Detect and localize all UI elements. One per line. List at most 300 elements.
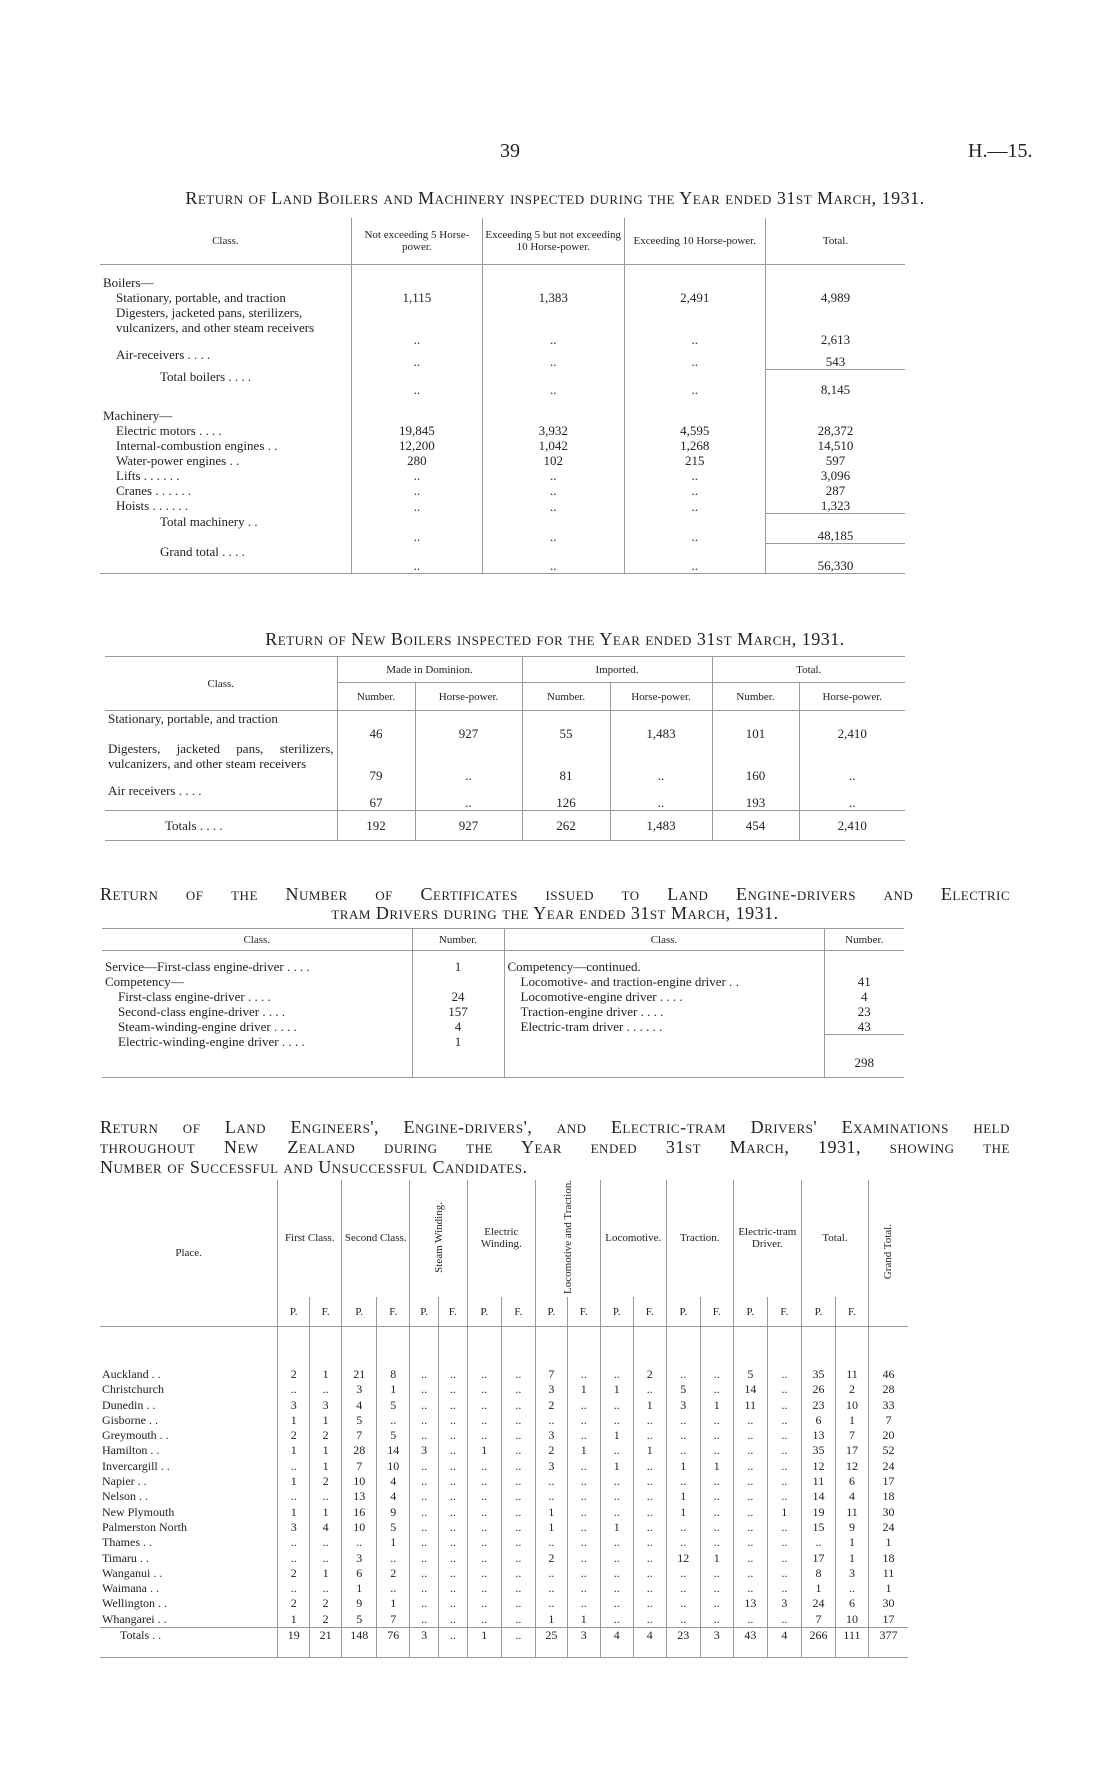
cell-value: .. xyxy=(767,1443,801,1458)
empty-cell xyxy=(824,959,904,974)
row-label: Air receivers . . . . xyxy=(108,782,202,798)
new-boilers-table xyxy=(105,656,905,841)
cell-value: .. xyxy=(467,1520,501,1535)
cell-total: 21 xyxy=(310,1628,342,1658)
cell-value: .. xyxy=(666,1413,700,1428)
cell-value: .. xyxy=(501,1612,535,1628)
cell-value: .. xyxy=(799,741,905,783)
cell-value: .. xyxy=(310,1535,342,1550)
cell-value: 5 xyxy=(377,1428,410,1443)
cell-value: 2 xyxy=(310,1474,342,1489)
row-label: Grand total . . . . xyxy=(160,543,245,559)
cell-value: .. xyxy=(801,1535,835,1550)
table-row xyxy=(102,1019,904,1035)
right-number: 43 xyxy=(824,1019,904,1035)
cell-value: 46 xyxy=(337,711,415,741)
cell-value: .. xyxy=(666,1474,700,1489)
cell-total: 25 xyxy=(535,1628,567,1658)
empty-cell xyxy=(501,1327,535,1367)
table-row xyxy=(100,1459,908,1474)
empty-cell xyxy=(767,1327,801,1367)
cell-value: .. xyxy=(410,1535,439,1550)
cell-value: 10 xyxy=(342,1520,377,1535)
cell-value: 1 xyxy=(666,1489,700,1504)
cell-value: .. xyxy=(767,1489,801,1504)
cell-value: .. xyxy=(600,1474,633,1489)
cell-value: 1,115 xyxy=(351,290,482,305)
cell-value: 6 xyxy=(835,1474,868,1489)
cell-value: .. xyxy=(700,1413,733,1428)
empty-cell xyxy=(504,951,824,959)
cell-value: .. xyxy=(600,1413,633,1428)
cell-value: .. xyxy=(600,1566,633,1581)
table-row xyxy=(100,1382,908,1397)
cell-value: .. xyxy=(415,783,522,811)
section-heading: Boilers— xyxy=(103,275,154,290)
empty-cell xyxy=(801,1327,835,1367)
col-5-to-10hp: Exceeding 5 but not exceeding 10 Horse-power. xyxy=(482,218,624,264)
subcol-number: Number. xyxy=(712,683,799,711)
empty-cell xyxy=(824,951,904,959)
left-number: 1 xyxy=(412,959,504,974)
cell-value: .. xyxy=(467,1367,501,1382)
group-steam-winding: Steam Winding. xyxy=(432,1201,445,1273)
cell-value: .. xyxy=(666,1612,700,1628)
cell-value: 12 xyxy=(801,1459,835,1474)
cell-value: 1 xyxy=(835,1535,868,1550)
cell-value: .. xyxy=(410,1459,439,1474)
empty-cell xyxy=(504,1049,824,1077)
cell-value: 17 xyxy=(868,1612,908,1628)
section-heading-row xyxy=(100,397,905,423)
cell-value: 17 xyxy=(868,1474,908,1489)
cell-value: .. xyxy=(666,1581,700,1596)
table-row xyxy=(102,959,904,974)
col-class: Class. xyxy=(243,933,271,946)
cell-value: 3 xyxy=(278,1398,310,1413)
cell-value: 19,845 xyxy=(351,423,482,438)
empty-cell xyxy=(733,1327,767,1367)
cell-value: 26 xyxy=(801,1382,835,1397)
cell-value: 1 xyxy=(600,1520,633,1535)
cell-value: .. xyxy=(799,783,905,811)
left-class: Steam-winding-engine driver . . . . xyxy=(118,1018,297,1034)
right-number: 23 xyxy=(824,1004,904,1019)
empty-cell xyxy=(351,264,482,290)
cell-value: 2 xyxy=(278,1596,310,1611)
subcol-failed: F. xyxy=(439,1297,468,1327)
cell-value: .. xyxy=(482,544,624,574)
table-row xyxy=(100,1428,908,1443)
cell-value: .. xyxy=(600,1489,633,1504)
cell-value: 14 xyxy=(377,1443,410,1458)
col-place: Place. xyxy=(175,1247,202,1260)
cell-value: .. xyxy=(567,1413,600,1428)
cell-value: 1 xyxy=(700,1551,733,1566)
cell-value: .. xyxy=(767,1382,801,1397)
cell-value: .. xyxy=(482,483,624,498)
cell-value: .. xyxy=(733,1489,767,1504)
cell-value: 3 xyxy=(278,1520,310,1535)
table-row xyxy=(105,783,905,811)
table3-title-line2: tram Drivers during the Year ended 31st March, 1931. xyxy=(331,903,779,923)
cell-value: 1 xyxy=(835,1551,868,1566)
cell-value: 21 xyxy=(342,1367,377,1382)
empty-cell xyxy=(666,1327,700,1367)
cell-value: .. xyxy=(351,514,482,544)
left-class: Service—First-class engine-driver . . . . xyxy=(105,958,310,974)
cell-value: .. xyxy=(700,1489,733,1504)
spacer-row xyxy=(102,951,904,959)
cell-value: .. xyxy=(351,369,482,397)
cell-value: .. xyxy=(624,468,766,483)
empty-cell xyxy=(102,951,412,959)
left-number: 1 xyxy=(412,1034,504,1049)
cell-value: 30 xyxy=(868,1505,908,1520)
cell-value: 2 xyxy=(535,1551,567,1566)
cell-total: 4 xyxy=(600,1628,633,1658)
cell-value: .. xyxy=(633,1566,666,1581)
cell-value: .. xyxy=(439,1566,468,1581)
empty-cell xyxy=(278,1327,310,1367)
cell-value: .. xyxy=(733,1612,767,1628)
table-row xyxy=(100,1551,908,1566)
cell-value: .. xyxy=(610,783,712,811)
table-row xyxy=(100,305,905,347)
table3-title-line1: Return of the Number of Certificates issued to Land Engine-drivers and Electric xyxy=(100,884,1010,904)
cell-value: .. xyxy=(351,468,482,483)
cell-value: .. xyxy=(501,1382,535,1397)
cell-value: .. xyxy=(410,1581,439,1596)
cell-value: .. xyxy=(624,544,766,574)
cell-value: .. xyxy=(633,1505,666,1520)
cell-value: .. xyxy=(439,1413,468,1428)
cell-value: 11 xyxy=(835,1505,868,1520)
place-name: Whangarei . . xyxy=(102,1611,167,1626)
table-row xyxy=(100,1413,908,1428)
cell-value: 1 xyxy=(666,1505,700,1520)
cell-value: .. xyxy=(666,1443,700,1458)
cell-value: .. xyxy=(700,1566,733,1581)
cell-value: .. xyxy=(700,1428,733,1443)
group-electric-winding: Electric Winding. xyxy=(467,1180,535,1297)
cell-value: .. xyxy=(700,1535,733,1550)
col-number: Number. xyxy=(824,929,904,951)
cell-value: .. xyxy=(666,1367,700,1382)
cell-value: .. xyxy=(700,1596,733,1611)
right-heading: Competency—continued. xyxy=(504,959,824,974)
cell-value: .. xyxy=(535,1581,567,1596)
row-label: Electric motors . . . . xyxy=(116,423,222,438)
cell-value: 1 xyxy=(278,1413,310,1428)
cell-value: .. xyxy=(535,1413,567,1428)
cell-value: .. xyxy=(666,1596,700,1611)
cell-value: 12 xyxy=(666,1551,700,1566)
cell-value: .. xyxy=(666,1520,700,1535)
place-name: Christchurch xyxy=(102,1382,164,1397)
cell-value: 1,383 xyxy=(482,290,624,305)
cell-value: 8 xyxy=(377,1367,410,1382)
cell-value: .. xyxy=(633,1596,666,1611)
cell-value: 35 xyxy=(801,1443,835,1458)
empty-cell xyxy=(824,1034,904,1049)
cell-value: .. xyxy=(410,1612,439,1628)
cell-value: .. xyxy=(600,1581,633,1596)
cell-total: 192 xyxy=(337,811,415,841)
cell-value: 1 xyxy=(310,1443,342,1458)
subcol-number: Number. xyxy=(522,683,610,711)
cell-value: .. xyxy=(467,1459,501,1474)
cell-value: 126 xyxy=(522,783,610,811)
cell-value: .. xyxy=(410,1551,439,1566)
cell-value: 1 xyxy=(835,1413,868,1428)
cell-value: 7 xyxy=(535,1367,567,1382)
cell-total: .. xyxy=(439,1628,468,1658)
table-row xyxy=(105,741,905,783)
cell-value: .. xyxy=(633,1382,666,1397)
cell-value: .. xyxy=(600,1612,633,1628)
cell-value: 1 xyxy=(633,1443,666,1458)
table4-title-line2: throughout New Zealand during the Year ended 31st March, 1931, showing the xyxy=(100,1137,1010,1157)
cell-value: .. xyxy=(633,1474,666,1489)
cell-value: .. xyxy=(310,1581,342,1596)
cell-value: .. xyxy=(467,1535,501,1550)
cell-value: .. xyxy=(410,1413,439,1428)
cell-value: 1 xyxy=(801,1581,835,1596)
row-label: Digesters, jacketed pans, sterilizers, vulcanizers, and other steam receivers xyxy=(116,305,315,335)
section-heading-row xyxy=(100,264,905,290)
cell-value: .. xyxy=(733,1474,767,1489)
cell-value: .. xyxy=(767,1459,801,1474)
cell-value: .. xyxy=(733,1505,767,1520)
cell-value: 3 xyxy=(535,1428,567,1443)
cell-value: 3 xyxy=(767,1596,801,1611)
cell-value: 14 xyxy=(733,1382,767,1397)
subcol-passed: P. xyxy=(733,1297,767,1327)
cell-value: .. xyxy=(410,1367,439,1382)
cell-value: 14 xyxy=(801,1489,835,1504)
empty-cell xyxy=(624,397,766,423)
cell-value: 11 xyxy=(868,1566,908,1581)
cell-value: .. xyxy=(535,1535,567,1550)
cell-value: .. xyxy=(278,1459,310,1474)
cell-value: 1 xyxy=(868,1581,908,1596)
cell-value: 1 xyxy=(310,1505,342,1520)
cell-value: 1 xyxy=(377,1535,410,1550)
cell-value: .. xyxy=(439,1459,468,1474)
cell-value: .. xyxy=(439,1551,468,1566)
cell-value: .. xyxy=(482,369,624,397)
table-row xyxy=(100,468,905,483)
cell-value: .. xyxy=(835,1581,868,1596)
cell-value: 2 xyxy=(535,1398,567,1413)
cell-total: 287 xyxy=(766,483,905,498)
cell-value: 3 xyxy=(535,1459,567,1474)
subcol-passed: P. xyxy=(410,1297,439,1327)
cell-value: .. xyxy=(767,1566,801,1581)
cell-value: 2 xyxy=(310,1612,342,1628)
totals-label: Totals . . xyxy=(120,1628,162,1643)
cell-value: 81 xyxy=(522,741,610,783)
cell-value: 2 xyxy=(535,1443,567,1458)
cell-value: 193 xyxy=(712,783,799,811)
cell-value: 46 xyxy=(868,1367,908,1382)
cell-value: 2 xyxy=(310,1428,342,1443)
place-name: Thames . . xyxy=(102,1535,152,1550)
cell-value: 17 xyxy=(835,1443,868,1458)
cell-value: 2 xyxy=(278,1367,310,1382)
cell-value: 7 xyxy=(868,1413,908,1428)
cell-value: .. xyxy=(310,1551,342,1566)
cell-value: 1 xyxy=(666,1459,700,1474)
cell-total: 2,613 xyxy=(766,305,905,347)
cell-value: 3 xyxy=(310,1398,342,1413)
table-row xyxy=(100,1596,908,1611)
cell-value: .. xyxy=(278,1551,310,1566)
left-class: Electric-winding-engine driver . . . . xyxy=(118,1034,305,1049)
group-imported: Imported. xyxy=(522,657,712,683)
empty-cell xyxy=(439,1327,468,1367)
table-row xyxy=(100,1520,908,1535)
row-label: Hoists . . . . . . xyxy=(116,498,189,513)
totals-row xyxy=(105,811,905,841)
cell-value: .. xyxy=(535,1489,567,1504)
cell-value: 2 xyxy=(278,1566,310,1581)
cell-total: 543 xyxy=(766,347,905,369)
place-name: Nelson . . xyxy=(102,1489,148,1504)
cell-value: 4 xyxy=(835,1489,868,1504)
empty-cell xyxy=(482,397,624,423)
cell-value: .. xyxy=(767,1612,801,1628)
cell-value: .. xyxy=(567,1428,600,1443)
cell-value: 1 xyxy=(535,1612,567,1628)
cell-value: .. xyxy=(733,1520,767,1535)
table2-title: Return of New Boilers inspected for the Year ended 31st March, 1931. xyxy=(265,629,845,649)
cell-value: .. xyxy=(377,1581,410,1596)
table-row xyxy=(100,423,905,438)
group-total: Total. xyxy=(712,657,905,683)
row-label: Stationary, portable, and traction xyxy=(108,711,278,726)
cell-total: 927 xyxy=(415,811,522,841)
right-class: Locomotive-engine driver . . . . xyxy=(504,989,824,1004)
cell-value: .. xyxy=(410,1382,439,1397)
cell-value: .. xyxy=(410,1596,439,1611)
cell-value: 7 xyxy=(342,1428,377,1443)
cell-total: 3 xyxy=(567,1628,600,1658)
cell-value: 9 xyxy=(835,1520,868,1535)
left-number: 24 xyxy=(412,989,504,1004)
examinations-table xyxy=(100,1180,908,1658)
cell-value: .. xyxy=(439,1398,468,1413)
subcol-passed: P. xyxy=(666,1297,700,1327)
cell-value: .. xyxy=(377,1551,410,1566)
cell-value: 280 xyxy=(351,453,482,468)
cell-value: .. xyxy=(501,1551,535,1566)
cell-value: 16 xyxy=(342,1505,377,1520)
row-label: Digesters, jacketed pans, sterilizers, vulcanizers, and other steam receivers xyxy=(108,740,334,771)
cell-value: .. xyxy=(567,1398,600,1413)
empty-cell xyxy=(342,1327,377,1367)
place-name: Auckland . . xyxy=(102,1366,161,1381)
table-row xyxy=(100,1474,908,1489)
cell-value: .. xyxy=(767,1398,801,1413)
empty-cell xyxy=(633,1327,666,1367)
cell-value: .. xyxy=(567,1581,600,1596)
col-class: Class. xyxy=(212,234,239,247)
empty-cell xyxy=(100,1327,278,1367)
cell-value: .. xyxy=(600,1596,633,1611)
cell-value: .. xyxy=(467,1505,501,1520)
cell-total: 14,510 xyxy=(766,438,905,453)
cell-value: 6 xyxy=(835,1596,868,1611)
subcol-passed: P. xyxy=(535,1297,567,1327)
cell-value: 5 xyxy=(377,1520,410,1535)
cell-value: 3 xyxy=(535,1382,567,1397)
cell-total: 111 xyxy=(835,1628,868,1658)
cell-value: .. xyxy=(600,1551,633,1566)
cell-total: 597 xyxy=(766,453,905,468)
cell-value: 15 xyxy=(801,1520,835,1535)
cell-value: 3 xyxy=(410,1443,439,1458)
total-row xyxy=(102,1049,904,1077)
cell-value: 1 xyxy=(535,1520,567,1535)
cell-value: .. xyxy=(700,1367,733,1382)
col-not-exceeding-5hp: Not exceeding 5 Horse-power. xyxy=(351,218,482,264)
cell-value: 13 xyxy=(733,1596,767,1611)
cell-value: 215 xyxy=(624,453,766,468)
cell-value: 12 xyxy=(835,1459,868,1474)
place-name: Napier . . xyxy=(102,1474,147,1489)
section-heading: Machinery— xyxy=(103,408,173,423)
empty-cell xyxy=(482,264,624,290)
cell-value: 3 xyxy=(342,1382,377,1397)
cell-value: 1 xyxy=(567,1443,600,1458)
cell-value: 1 xyxy=(310,1459,342,1474)
cell-value: .. xyxy=(278,1489,310,1504)
cell-value: .. xyxy=(439,1382,468,1397)
cell-value: .. xyxy=(700,1505,733,1520)
subcol-passed: P. xyxy=(278,1297,310,1327)
cell-value: 19 xyxy=(801,1505,835,1520)
right-number: 41 xyxy=(824,974,904,989)
right-class: Traction-engine driver . . . . xyxy=(504,1004,824,1019)
cell-value: .. xyxy=(633,1489,666,1504)
empty-cell xyxy=(412,1049,504,1077)
cell-value: .. xyxy=(482,514,624,544)
cell-value: 2 xyxy=(377,1566,410,1581)
cell-value: 55 xyxy=(522,711,610,741)
cell-value: .. xyxy=(633,1428,666,1443)
row-label: Water-power engines . . xyxy=(116,453,240,468)
cell-total: 454 xyxy=(712,811,799,841)
col-class: Class. xyxy=(207,677,235,690)
cell-total: 1 xyxy=(467,1628,501,1658)
cell-value: 3,932 xyxy=(482,423,624,438)
cell-value: 6 xyxy=(801,1413,835,1428)
cell-value: .. xyxy=(700,1443,733,1458)
cell-value: .. xyxy=(439,1428,468,1443)
cell-value: 5 xyxy=(733,1367,767,1382)
cell-total: 23 xyxy=(666,1628,700,1658)
col-number: Number. xyxy=(412,929,504,951)
cell-value: 7 xyxy=(835,1428,868,1443)
cell-value: .. xyxy=(278,1581,310,1596)
cell-value: .. xyxy=(467,1612,501,1628)
place-name: Dunedin . . xyxy=(102,1397,156,1412)
cell-value: 4 xyxy=(377,1489,410,1504)
table-row xyxy=(102,1034,904,1049)
cell-value: .. xyxy=(501,1505,535,1520)
